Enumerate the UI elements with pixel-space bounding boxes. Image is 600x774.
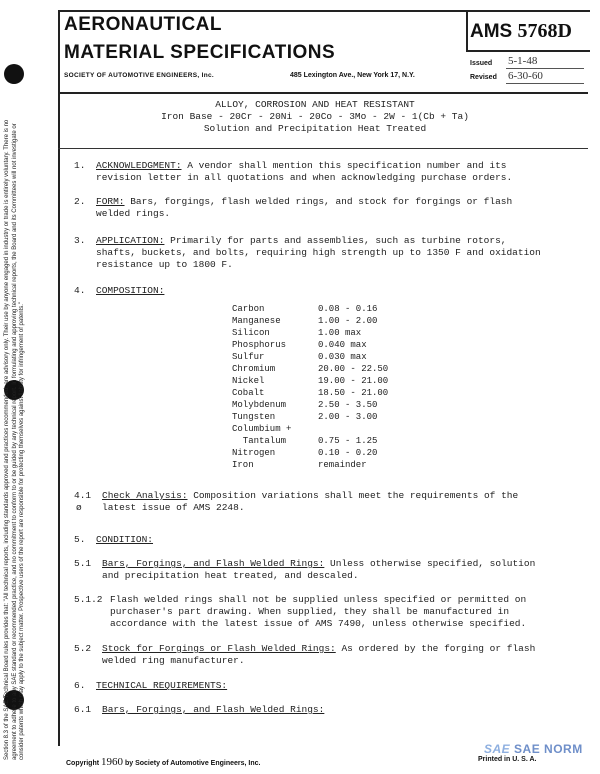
section-number: 1. xyxy=(74,160,86,171)
doc-title-line2: Iron Base - 20Cr - 20Ni - 20Co - 3Mo - 2W - 1(Cb + Ta) xyxy=(161,111,469,122)
section-line: As ordered by the forging or flash xyxy=(341,643,536,654)
watermark-text: SAE NORM xyxy=(514,742,583,756)
composition-element: Sulfur xyxy=(232,352,265,362)
composition-range: 2.00 - 3.00 xyxy=(318,412,378,422)
revised-date: 6-30-60 xyxy=(508,70,543,82)
composition-range: 19.00 - 21.00 xyxy=(318,376,389,386)
section-heading: Bars, Forgings, and Flash Welded Rings: xyxy=(102,558,325,569)
printed-in: Printed in U. S. A. xyxy=(478,756,537,763)
issued-label: Issued xyxy=(470,60,493,67)
society-address: 485 Lexington Ave., New York 17, N.Y. xyxy=(290,72,415,79)
section-number: 5.1.2 xyxy=(74,594,103,605)
header-divider xyxy=(58,92,588,94)
section-number: 5.2 xyxy=(74,643,92,654)
section-line: purchaser's part drawing. When supplied, they shall be manufactured in xyxy=(110,606,510,617)
copyright-suffix: by Society of Automotive Engineers, Inc. xyxy=(124,760,261,767)
section-line: and precipitation heat treated, and descaled. xyxy=(102,570,359,581)
section-line: Unless otherwise specified, solution xyxy=(330,558,536,569)
legal-side-note: Section 8.3 of the SAE Technical Board rules provides that: "All technical reports, including standards approved and practices recommended, are advisory only. Their use by anyone engaged in industry or trade is entirely voluntary. There is no agreement to adhere to any SAE standard or recommended practice, and no commitment to conform to or be guided by any technical report. In formulating and approving technical reports, the Board and its Committees will not investigate or consider patents which may apply to the subject matter. Prospective users of the report are responsible for protecting themselves against liability for infringement of patents." xyxy=(4,119,25,760)
composition-range: 1.00 - 2.00 xyxy=(318,316,378,326)
composition-range: 20.00 - 22.50 xyxy=(318,364,389,374)
composition-element: Molybdenum xyxy=(232,400,287,410)
section-number: 3. xyxy=(74,235,86,246)
composition-range: 1.00 max xyxy=(318,328,362,338)
copyright-year: 1960 xyxy=(101,756,124,768)
section-line: revision letter in all quotations and when acknowledging purchase orders. xyxy=(96,172,513,183)
section-heading: TECHNICAL REQUIREMENTS: xyxy=(96,680,228,691)
ams-number xyxy=(470,20,572,43)
composition-element: Tantalum xyxy=(232,436,287,446)
composition-range: 0.030 max xyxy=(318,352,367,362)
section-number: 4. xyxy=(74,285,86,296)
composition-element: Manganese xyxy=(232,316,281,326)
composition-range: 0.75 - 1.25 xyxy=(318,436,378,446)
composition-element: Nitrogen xyxy=(232,448,276,458)
section-number: 4.1 xyxy=(74,490,92,501)
sae-logo: SAE xyxy=(484,742,511,756)
composition-element: Silicon xyxy=(232,328,270,338)
punch-hole xyxy=(4,64,24,84)
ams-spec-number: 5768D xyxy=(517,20,572,42)
composition-element: Nickel xyxy=(232,376,265,386)
section-5-2-text xyxy=(102,643,535,655)
section-number: 2. xyxy=(74,196,86,207)
doc-title-line3: Solution and Precipitation Heat Treated xyxy=(203,123,427,134)
section-line: Bars, forgings, flash welded rings, and stock for forgings or flash xyxy=(130,196,513,207)
section-line: welded rings. xyxy=(96,208,171,219)
section-2-text xyxy=(96,196,512,208)
section-heading: Stock for Forgings or Flash Welded Rings: xyxy=(102,643,336,654)
copyright-line xyxy=(66,756,260,768)
composition-element: Cobalt xyxy=(232,388,265,398)
revised-underline xyxy=(506,83,584,84)
section-heading: FORM: xyxy=(96,196,125,207)
section-line: accordance with the latest issue of AMS 7490, unless otherwise specified. xyxy=(110,618,527,629)
composition-element: Tungsten xyxy=(232,412,276,422)
section-heading: ACKNOWLEDGMENT: xyxy=(96,160,182,171)
section-number: 5.1 xyxy=(74,558,92,569)
section-line: Composition variations shall meet the requirements of the xyxy=(193,490,519,501)
section-3-text xyxy=(96,235,506,247)
section-heading: Check Analysis: xyxy=(102,490,188,501)
composition-element: Chromium xyxy=(232,364,276,374)
composition-range: remainder xyxy=(318,460,367,470)
section-heading: COMPOSITION: xyxy=(96,285,165,296)
header-title-line1: AERONAUTICAL xyxy=(64,14,222,35)
section-line: Flash welded rings shall not be supplied unless specified or permitted on xyxy=(110,594,527,605)
issued-date: 5-1-48 xyxy=(508,55,538,67)
composition-range: 0.10 - 0.20 xyxy=(318,448,378,458)
section-line: resistance up to 1800 F. xyxy=(96,259,233,270)
composition-element: Phosphorus xyxy=(232,340,287,350)
section-line: shafts, buckets, and bolts, requiring high strength up to 1350 F and oxidation xyxy=(96,247,541,258)
society-name: SOCIETY OF AUTOMOTIVE ENGINEERS, Inc. xyxy=(64,72,215,79)
composition-range: 0.040 max xyxy=(318,340,367,350)
sae-norm-watermark xyxy=(484,742,583,756)
section-line: Primarily for parts and assemblies, such as turbine rotors, xyxy=(170,235,507,246)
revision-mark: ø xyxy=(76,502,82,513)
title-divider xyxy=(58,148,588,149)
section-line: latest issue of AMS 2248. xyxy=(102,502,245,513)
section-number: 6. xyxy=(74,680,86,691)
section-4-1-text xyxy=(102,490,518,502)
composition-range: 0.08 - 0.16 xyxy=(318,304,378,314)
section-1-text xyxy=(96,160,506,172)
copyright-prefix: Copyright xyxy=(66,760,100,767)
section-line: welded ring manufacturer. xyxy=(102,655,245,666)
section-heading: APPLICATION: xyxy=(96,235,165,246)
revised-label: Revised xyxy=(470,74,497,81)
doc-title-line1: ALLOY, CORROSION AND HEAT RESISTANT xyxy=(215,99,415,110)
composition-element: Iron xyxy=(232,460,254,470)
section-5-1-text xyxy=(102,558,535,570)
section-number: 6.1 xyxy=(74,704,92,715)
section-heading: Bars, Forgings, and Flash Welded Rings: xyxy=(102,704,325,715)
issued-underline xyxy=(506,68,584,69)
composition-element: Columbium + xyxy=(232,424,292,434)
composition-element: Carbon xyxy=(232,304,265,314)
section-line: A vendor shall mention this specification number and its xyxy=(187,160,507,171)
section-number: 5. xyxy=(74,534,86,545)
composition-range: 2.50 - 3.50 xyxy=(318,400,378,410)
section-heading: CONDITION: xyxy=(96,534,154,545)
ams-prefix: AMS xyxy=(470,21,513,42)
header-title-line2: MATERIAL SPECIFICATIONS xyxy=(64,42,336,63)
composition-range: 18.50 - 21.00 xyxy=(318,388,389,398)
